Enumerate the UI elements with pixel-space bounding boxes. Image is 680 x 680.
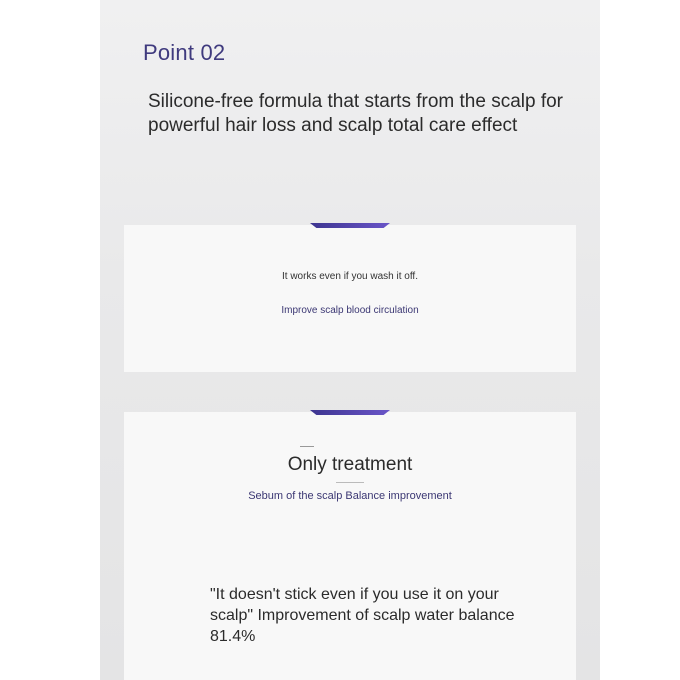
card-line-circulation: Improve scalp blood circulation [281, 305, 419, 316]
card-subtitle: Sebum of the scalp Balance improvement [248, 490, 452, 502]
content-panel [100, 0, 600, 680]
info-card-wash [124, 225, 576, 372]
card-line-wash-off: It works even if you wash it off. [282, 271, 418, 282]
headline: Silicone-free formula that starts from the scalp for powerful hair loss and scalp total care effect [148, 91, 563, 136]
point-label: Point 02 [143, 40, 226, 65]
card-tab-accent [310, 223, 390, 228]
card-tab-accent [310, 410, 390, 415]
card-quote: "It doesn't stick even if you use it on your scalp" Improvement of scalp water balance 81.4% [210, 586, 515, 645]
decorative-dash [300, 446, 314, 447]
title-underline [336, 482, 364, 483]
card-title: Only treatment [287, 454, 413, 475]
info-card-treatment [124, 412, 576, 680]
